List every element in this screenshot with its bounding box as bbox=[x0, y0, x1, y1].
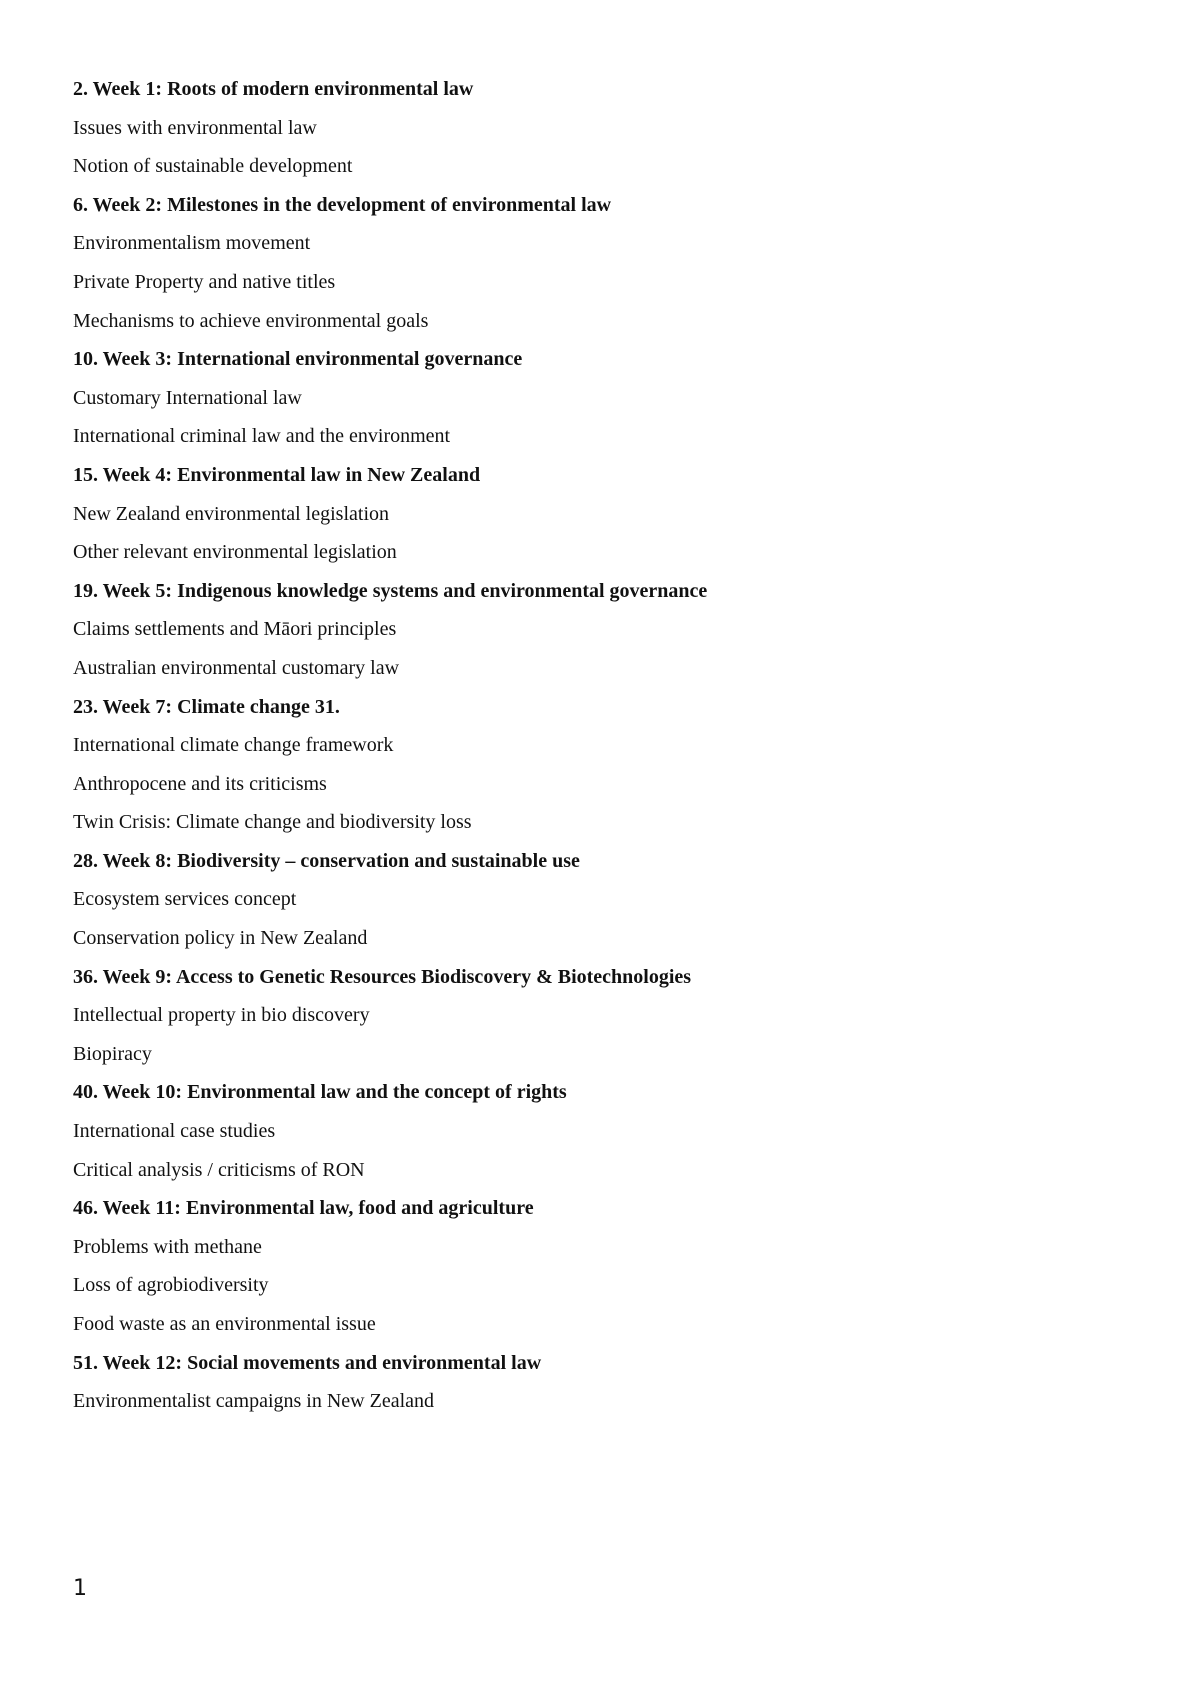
section-heading: 6. Week 2: Milestones in the development of environmental law bbox=[73, 193, 612, 216]
section-item: Twin Crisis: Climate change and biodiversity loss bbox=[73, 811, 472, 834]
section-item: New Zealand environmental legislation bbox=[73, 502, 390, 525]
section-item: Ecosystem services concept bbox=[73, 888, 297, 911]
section-item: Other relevant environmental legislation bbox=[73, 541, 397, 564]
section-item: Critical analysis / criticisms of RON bbox=[73, 1158, 365, 1181]
section-item: International case studies bbox=[73, 1120, 276, 1143]
section-heading: 40. Week 10: Environmental law and the concept of rights bbox=[73, 1081, 567, 1104]
section-item: Claims settlements and Māori principles bbox=[73, 618, 397, 641]
section-heading: 36. Week 9: Access to Genetic Resources Biodiscovery & Biotechnologies bbox=[73, 965, 692, 988]
page-number: 1 bbox=[73, 1576, 87, 1601]
section-item: Loss of agrobiodiversity bbox=[73, 1274, 269, 1297]
section-heading: 46. Week 11: Environmental law, food and agriculture bbox=[73, 1197, 534, 1220]
section-heading: 28. Week 8: Biodiversity – conservation and sustainable use bbox=[73, 849, 580, 872]
section-item: Anthropocene and its criticisms bbox=[73, 772, 327, 795]
section-item: Problems with methane bbox=[73, 1235, 262, 1258]
section-heading: 19. Week 5: Indigenous knowledge systems and environmental governance bbox=[73, 579, 708, 602]
section-heading: 51. Week 12: Social movements and environmental law bbox=[73, 1351, 542, 1374]
section-item: Environmentalism movement bbox=[73, 232, 311, 255]
section-heading: 10. Week 3: International environmental governance bbox=[73, 348, 523, 371]
section-item: Australian environmental customary law bbox=[73, 656, 400, 679]
section-heading: 15. Week 4: Environmental law in New Zealand bbox=[73, 463, 481, 486]
section-item: Mechanisms to achieve environmental goals bbox=[73, 309, 429, 332]
table-of-contents bbox=[73, 70, 1133, 1421]
section-item: Environmentalist campaigns in New Zealand bbox=[73, 1390, 435, 1413]
section-item: Issues with environmental law bbox=[73, 116, 317, 139]
section-item: Customary International law bbox=[73, 386, 302, 409]
section-heading: 23. Week 7: Climate change 31. bbox=[73, 695, 340, 718]
section-item: Notion of sustainable development bbox=[73, 155, 353, 178]
section-item: Conservation policy in New Zealand bbox=[73, 927, 368, 950]
section-item: Biopiracy bbox=[73, 1042, 152, 1065]
section-item: International climate change framework bbox=[73, 734, 394, 757]
section-item: Private Property and native titles bbox=[73, 270, 336, 293]
section-item: Intellectual property in bio discovery bbox=[73, 1004, 370, 1027]
section-item: Food waste as an environmental issue bbox=[73, 1313, 376, 1335]
section-heading: 2. Week 1: Roots of modern environmental law bbox=[73, 78, 474, 100]
section-item: International criminal law and the environment bbox=[73, 425, 451, 448]
